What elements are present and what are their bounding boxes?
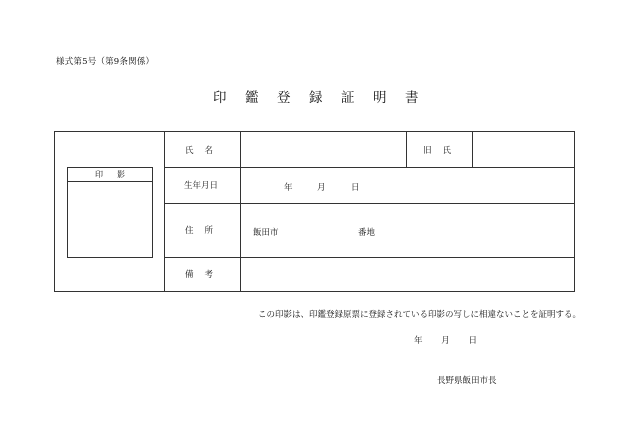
issuer-name: 長野県飯田市長 <box>437 376 497 386</box>
table-divider <box>164 257 574 258</box>
table-divider <box>164 132 165 291</box>
seal-impression-box <box>67 167 153 258</box>
remarks-label: 備考 <box>185 270 225 280</box>
name-label: 氏名 <box>185 145 225 156</box>
address-city: 飯田市 <box>253 228 279 238</box>
form-number: 様式第5号（第9条関係） <box>56 57 155 67</box>
address-label: 住所 <box>185 226 225 236</box>
document-title: 印鑑登録証明書 <box>213 90 437 106</box>
former-surname-label: 旧氏 <box>423 145 463 156</box>
birthdate-day: 日 <box>351 183 360 193</box>
issue-date <box>414 334 477 346</box>
issue-date-day: 日 <box>468 336 477 346</box>
address-lot: 番地 <box>358 228 376 238</box>
issue-date-month: 月 <box>441 336 450 346</box>
table-divider <box>472 132 473 167</box>
seal-label: 印影 <box>68 168 152 182</box>
table-divider <box>164 203 574 204</box>
issue-date-year: 年 <box>414 336 423 346</box>
table-divider <box>240 132 241 291</box>
birthdate-month: 月 <box>317 183 326 193</box>
table-divider <box>164 167 574 168</box>
table-divider <box>406 132 407 167</box>
birthdate-label: 生年月日 <box>184 181 219 191</box>
birthdate-year: 年 <box>284 183 293 193</box>
certificate-table <box>54 131 575 292</box>
certification-statement: この印影は、印鑑登録原票に登録されている印影の写しに相違ないことを証明する。 <box>258 310 582 320</box>
